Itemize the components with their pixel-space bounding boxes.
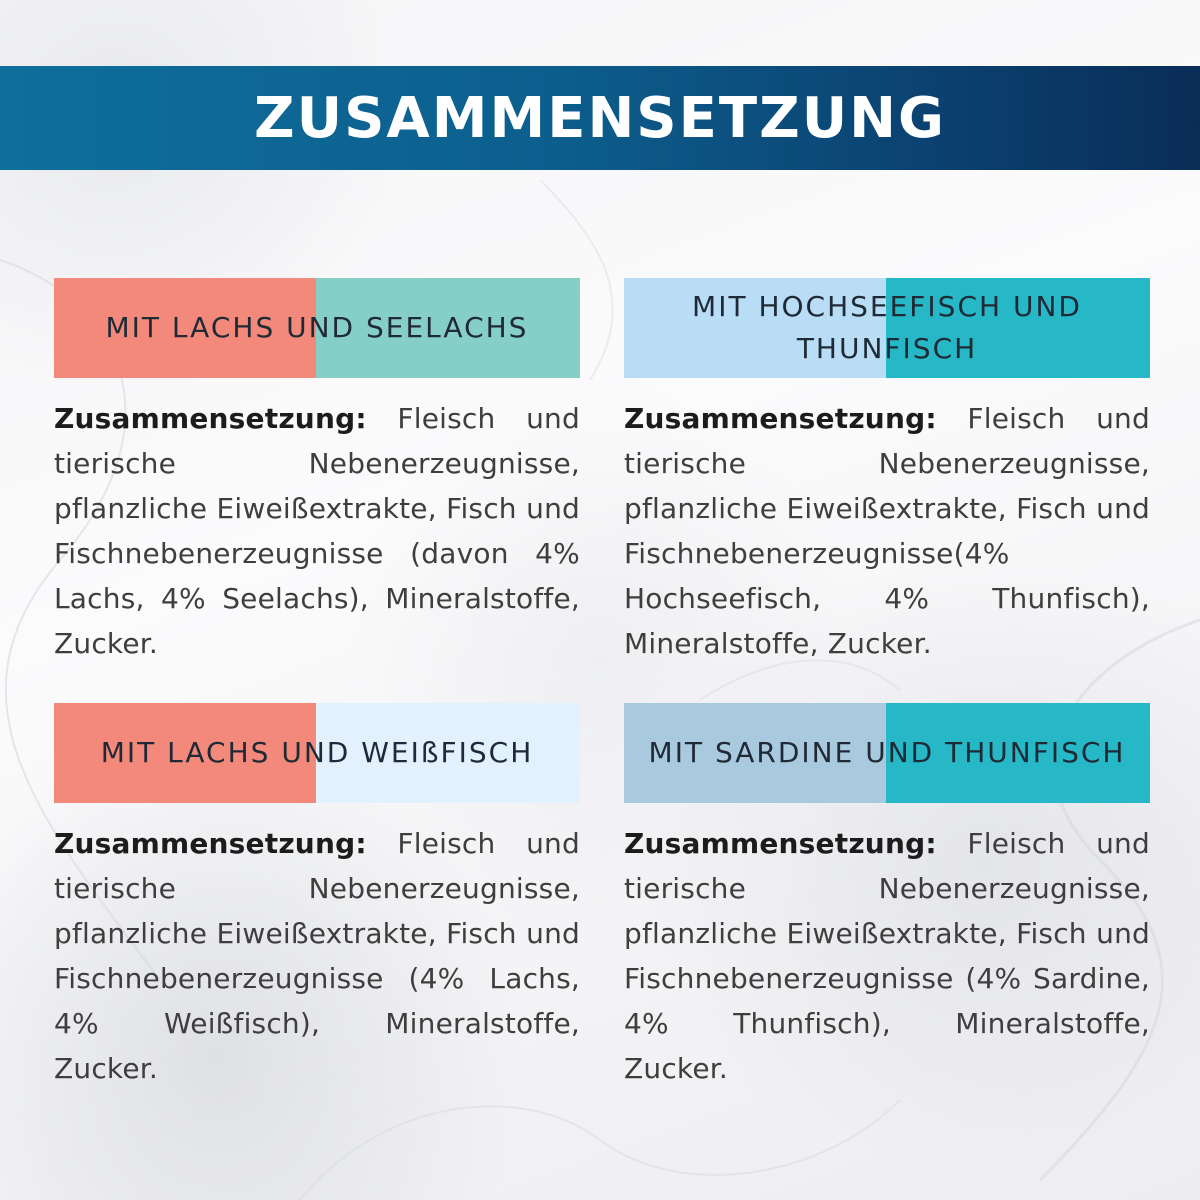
- variant-label-bar: [54, 278, 580, 378]
- variant-label-bar: [624, 703, 1150, 803]
- variant-label: MIT LACHS UND WEIßFISCH: [100, 736, 534, 769]
- page-title: ZUSAMMENSETZUNG: [253, 85, 947, 151]
- variant-label: MIT HOCHSEEFISCH UND THUNFISCH: [692, 290, 1082, 365]
- composition-text: [624, 821, 1150, 1091]
- recipe-card-hochseefisch-thunfisch: [624, 278, 1150, 666]
- composition-value: Fleisch und tierische Nebenerzeugnisse, pflanzliche Eiweißextrakte, Fisch und Fischnebenerzeugnisse(4% Hochseefisch, 4% Thunfisch), Mineralstoffe, Zucker.: [624, 402, 1150, 660]
- recipe-card-lachs-weissfisch: [54, 703, 580, 1091]
- recipe-card-lachs-seelachs: [54, 278, 580, 666]
- composition-value: Fleisch und tierische Nebenerzeugnisse, pflanzliche Eiweißextrakte, Fisch und Fischnebenerzeugnisse (4% Lachs, 4% Weißfisch), Mineralstoffe, Zucker.: [54, 827, 580, 1085]
- variant-label: MIT SARDINE UND THUNFISCH: [648, 736, 1126, 769]
- variant-label: MIT LACHS UND SEELACHS: [105, 311, 529, 344]
- variant-label-bar: [624, 278, 1150, 378]
- composition-text: [54, 396, 580, 666]
- composition-value: Fleisch und tierische Nebenerzeugnisse, pflanzliche Eiweißextrakte, Fisch und Fischnebenerzeugnisse (4% Sardine, 4% Thunfisch), Mineralstoffe, Zucker.: [624, 827, 1150, 1085]
- title-banner: [0, 66, 1200, 170]
- composition-key: Zusammensetzung:: [624, 827, 937, 860]
- recipe-card-sardine-thunfisch: [624, 703, 1150, 1091]
- composition-value: Fleisch und tierische Nebenerzeugnisse, pflanzliche Eiweißextrakte, Fisch und Fischnebenerzeugnisse (davon 4% Lachs, 4% Seelachs), Mineralstoffe, Zucker.: [54, 402, 580, 660]
- composition-key: Zusammensetzung:: [54, 827, 367, 860]
- variant-label-bar: [54, 703, 580, 803]
- composition-key: Zusammensetzung:: [54, 402, 367, 435]
- composition-text: [54, 821, 580, 1091]
- composition-key: Zusammensetzung:: [624, 402, 937, 435]
- composition-text: [624, 396, 1150, 666]
